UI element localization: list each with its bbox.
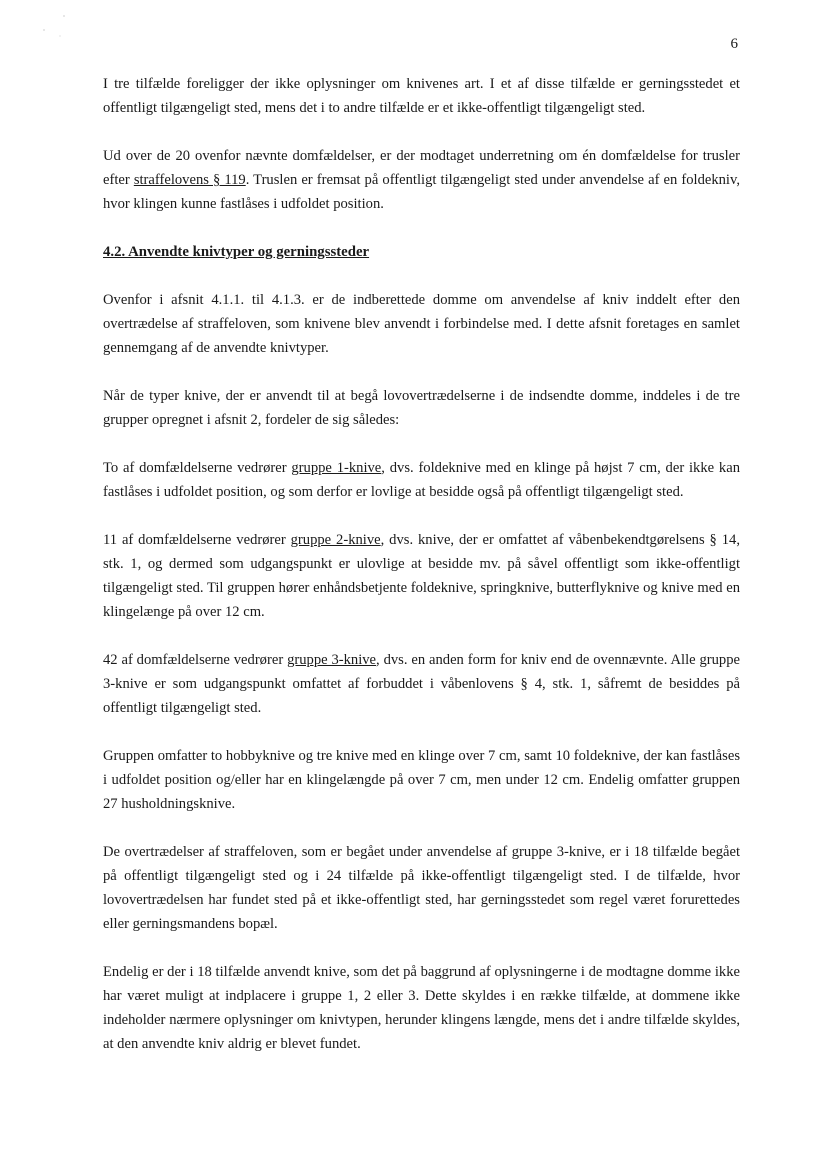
scan-specks xyxy=(40,10,80,40)
gruppe-2-knive-link[interactable]: gruppe 2-knive xyxy=(290,532,381,548)
paragraph-8: Gruppen omfatter to hobbyknive og tre knive med en klinge over 7 cm, samt 10 foldeknive, der kan fastlåses i udfoldet position og/eller har en klingelængde på over 7 cm, men under 12 cm. Endelig omfatter gruppen 27 husholdningsknive. xyxy=(103,748,740,812)
paragraph-7-text-after: , dvs. en anden form for kniv end de ovennævnte. Alle gruppe 3-knive er som udgangspunkt omfattet af forbuddet i våbenlovens § 4, stk. 1, såfremt de besiddes på offentligt tilgængeligt sted. xyxy=(103,652,741,716)
paragraph-4: Når de typer knive, der er anvendt til at begå lovovertrædelserne i de indsendte domme, inddeles i de tre grupper opregnet i afsnit 2, fordeler de sig således: xyxy=(103,388,740,428)
paragraph-6-text-after: , dvs. knive, der er omfattet af våbenbekendtgørelsens § 14, stk. 1, og dermed som udgangspunkt er ulovlige at besidde mv. på såvel offentligt som ikke-offentligt tilgængeligt sted. Til gruppen hører enhåndsbetjente foldeknive, springknive, butterflyknive og knive med en klingelænge på over 12 cm. xyxy=(103,532,740,620)
paragraph-9: De overtrædelser af straffeloven, som er begået under anvendelse af gruppe 3-knive, er i 18 tilfælde begået på offentligt tilgængeligt sted og i 24 tilfælde på ikke-offentligt tilgængeligt sted. I de tilfælde, hvor lovovertrædelsen har fundet sted på et ikke-offentligt sted, har gerningsstedet som regel været forurettedes eller gerningsmandens bopæl. xyxy=(103,844,740,932)
paragraph-7 xyxy=(103,648,740,720)
paragraph-3: Ovenfor i afsnit 4.1.1. til 4.1.3. er de indberettede domme om anvendelse af kniv inddelt efter den overtrædelse af straffeloven, som knivene blev anvendt i forbindelse med. I dette afsnit foretages en samlet gennemgang af de anvendte knivtyper. xyxy=(103,292,740,356)
straffeloven-reference-link[interactable]: straffelovens § 119 xyxy=(133,172,246,188)
page-number: 6 xyxy=(730,36,738,52)
paragraph-2-text-after: . Truslen er fremsat på offentligt tilgængeligt sted under anvendelse af en foldekniv, hvor klingen kunne fastlåses i udfoldet position. xyxy=(103,172,740,212)
paragraph-7-text-before: 42 af domfældelserne vedrører xyxy=(103,652,288,668)
document-body xyxy=(103,72,740,1080)
paragraph-6 xyxy=(103,528,740,624)
paragraph-5 xyxy=(103,456,740,504)
paragraph-5-text-before: To af domfældelserne vedrører xyxy=(103,460,292,476)
paragraph-10: Endelig er der i 18 tilfælde anvendt knive, som det på baggrund af oplysningerne i de modtagne domme ikke har været muligt at indplacere i gruppe 1, 2 eller 3. Dette skyldes i en række tilfælde, at dommene ikke indeholder nærmere oplysninger om knivtypen, herunder klingens længde, mens det i andre tilfælde skyldes, at den anvendte kniv aldrig er blevet fundet. xyxy=(103,964,740,1052)
paragraph-2-text-before: Ud over de 20 ovenfor nævnte domfældelser, er der modtaget underretning om én domfældelse for trusler efter xyxy=(103,148,740,188)
paragraph-1: I tre tilfælde foreligger der ikke oplysninger om knivenes art. I et af disse tilfælde er gerningsstedet et offentligt tilgængeligt sted, mens det i to andre tilfælde er et ikke-offentligt tilgængeligt sted. xyxy=(103,76,740,116)
section-heading: 4.2. Anvendte knivtyper og gerningssteder xyxy=(103,244,370,260)
gruppe-1-knive-link[interactable]: gruppe 1-knive xyxy=(291,460,382,476)
paragraph-6-text-before: 11 af domfældelserne vedrører xyxy=(103,532,291,548)
gruppe-3-knive-link[interactable]: gruppe 3-knive xyxy=(287,652,377,668)
paragraph-2 xyxy=(103,144,740,216)
paragraph-5-text-after: , dvs. foldeknive med en klinge på højst 7 cm, der ikke kan fastlåses i udfoldet position, og som derfor er lovlige at besidde også på offentligt tilgængeligt sted. xyxy=(103,460,740,500)
